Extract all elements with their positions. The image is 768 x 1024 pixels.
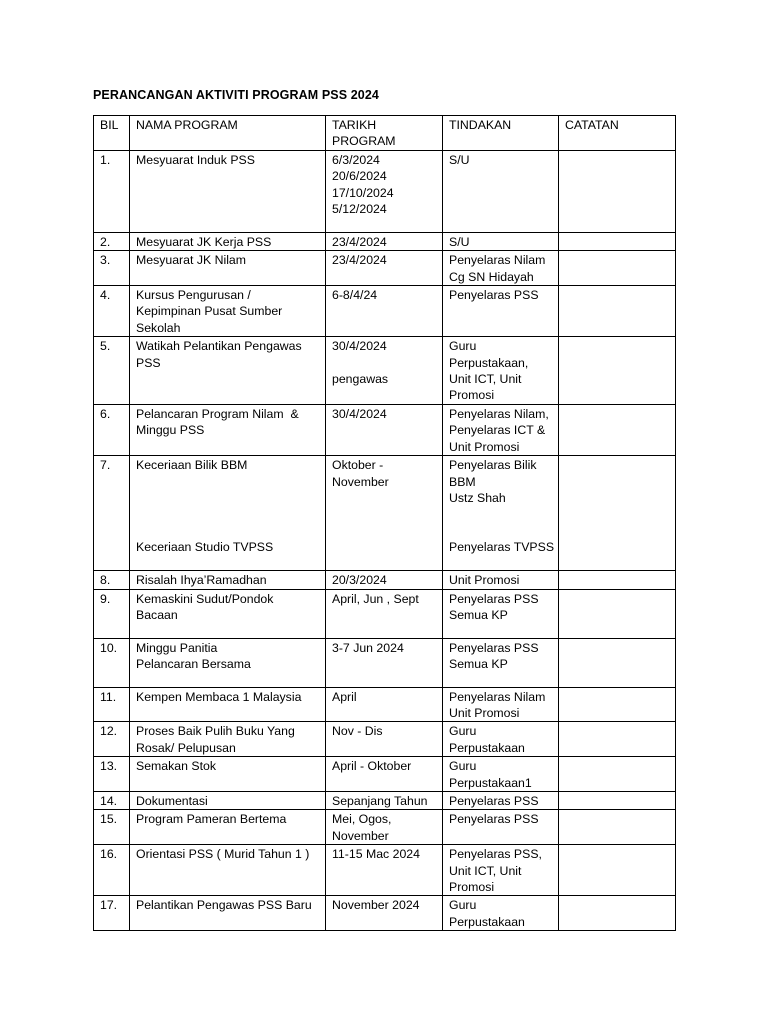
cell-tindakan-line: Penyelaras PSS bbox=[449, 591, 539, 606]
cell-bil: 2. bbox=[94, 232, 130, 250]
cell-tindakan bbox=[443, 810, 559, 845]
table-row bbox=[94, 791, 676, 809]
cell-tindakan-line: Cg SN Hidayah bbox=[449, 269, 534, 284]
cell-nama-program bbox=[130, 251, 326, 286]
table-row bbox=[94, 722, 676, 757]
table-row bbox=[94, 896, 676, 931]
cell-tindakan-line: Perpustakaan1 bbox=[449, 775, 532, 790]
cell-catatan bbox=[559, 791, 676, 809]
cell-nama-program-line: Kursus Pengurusan / bbox=[136, 288, 251, 303]
cell-nama-program-line: Semakan Stok bbox=[136, 759, 216, 774]
cell-tindakan-line: Unit ICT, Unit bbox=[449, 372, 522, 387]
cell-tarikh-line: pengawas bbox=[332, 372, 389, 387]
cell-catatan bbox=[559, 687, 676, 722]
cell-tindakan bbox=[443, 404, 559, 455]
cell-tindakan-line: Guru bbox=[449, 759, 477, 774]
cell-tindakan-line: Promosi bbox=[449, 388, 495, 403]
cell-tarikh-line: Nov - Dis bbox=[332, 724, 383, 739]
cell-nama-program-line: Proses Baik Pulih Buku Yang bbox=[136, 724, 295, 739]
cell-bil: 15. bbox=[94, 810, 130, 845]
cell-nama-program-line: Watikah Pelantikan Pengawas bbox=[136, 339, 302, 354]
cell-nama-program bbox=[130, 571, 326, 589]
cell-tarikh-line: November 2024 bbox=[332, 898, 420, 913]
cell-nama-program bbox=[130, 896, 326, 931]
cell-bil: 14. bbox=[94, 791, 130, 809]
cell-tindakan-line: Perpustakaan bbox=[449, 740, 525, 755]
cell-bil: 10. bbox=[94, 638, 130, 687]
cell-tindakan bbox=[443, 589, 559, 638]
cell-tindakan-line: Unit Promosi bbox=[449, 573, 520, 588]
cell-catatan bbox=[559, 456, 676, 571]
cell-catatan bbox=[559, 757, 676, 792]
cell-tindakan-line: Perpustakaan, bbox=[449, 355, 529, 370]
cell-tarikh-line: April - Oktober bbox=[332, 759, 412, 774]
cell-nama-program-line: Pelantikan Pengawas PSS Baru bbox=[136, 898, 312, 913]
cell-nama-program-line: Keceriaan Studio TVPSS bbox=[136, 540, 274, 555]
table-header-row bbox=[94, 116, 676, 151]
cell-bil: 8. bbox=[94, 571, 130, 589]
table-row bbox=[94, 589, 676, 638]
cell-tindakan bbox=[443, 286, 559, 337]
cell-tindakan-line: Guru bbox=[449, 339, 477, 354]
table-row bbox=[94, 232, 676, 250]
cell-nama-program bbox=[130, 810, 326, 845]
cell-bil: 17. bbox=[94, 896, 130, 931]
cell-catatan bbox=[559, 337, 676, 405]
cell-tarikh bbox=[326, 810, 443, 845]
table-row bbox=[94, 638, 676, 687]
cell-tarikh-line: Mei, Ogos, bbox=[332, 812, 392, 827]
cell-tindakan-line: Promosi bbox=[449, 879, 495, 894]
cell-tindakan-line: Penyelaras Nilam, bbox=[449, 406, 549, 421]
cell-tarikh-line: 5/12/2024 bbox=[332, 202, 387, 217]
cell-tarikh-line: 11-15 Mac 2024 bbox=[332, 847, 420, 862]
cell-tarikh bbox=[326, 571, 443, 589]
cell-nama-program-line: Mesyuarat JK Kerja PSS bbox=[136, 234, 272, 249]
cell-tindakan-line: Ustz Shah bbox=[449, 490, 506, 505]
cell-tindakan-line: Semua KP bbox=[449, 607, 508, 622]
cell-tindakan-line: Penyelaras PSS bbox=[449, 640, 539, 655]
cell-bil: 4. bbox=[94, 286, 130, 337]
cell-bil: 16. bbox=[94, 845, 130, 896]
cell-tindakan-line: Penyelaras PSS bbox=[449, 793, 539, 808]
cell-tarikh-line: 30/4/2024 bbox=[332, 339, 387, 354]
cell-nama-program-line: Pelancaran Bersama bbox=[136, 656, 251, 671]
cell-tarikh-line: 3-7 Jun 2024 bbox=[332, 640, 404, 655]
cell-nama-program-line bbox=[136, 523, 319, 539]
cell-bil: 6. bbox=[94, 404, 130, 455]
table-row bbox=[94, 337, 676, 405]
table-row bbox=[94, 845, 676, 896]
cell-nama-program bbox=[130, 232, 326, 250]
cell-nama-program-line: Minggu Panitia bbox=[136, 640, 218, 655]
cell-tarikh bbox=[326, 845, 443, 896]
cell-tarikh-line: 17/10/2024 bbox=[332, 185, 394, 200]
cell-tarikh bbox=[326, 896, 443, 931]
cell-tarikh-line: 20/6/2024 bbox=[332, 169, 387, 184]
cell-tindakan bbox=[443, 150, 559, 232]
cell-tindakan bbox=[443, 791, 559, 809]
cell-tindakan-line: Penyelaras PSS, bbox=[449, 847, 542, 862]
cell-catatan bbox=[559, 286, 676, 337]
header-tarikh bbox=[326, 116, 443, 151]
table-row bbox=[94, 251, 676, 286]
cell-tindakan-line: Penyelaras Nilam bbox=[449, 253, 546, 268]
cell-tindakan-line: Penyelaras ICT & bbox=[449, 423, 546, 438]
cell-tindakan bbox=[443, 337, 559, 405]
cell-nama-program-line: Mesyuarat JK Nilam bbox=[136, 253, 247, 268]
document-title: PERANCANGAN AKTIVITI PROGRAM PSS 2024 bbox=[93, 88, 379, 102]
cell-catatan bbox=[559, 571, 676, 589]
cell-nama-program bbox=[130, 757, 326, 792]
cell-tarikh-line: 20/3/2024 bbox=[332, 573, 387, 588]
header-bil: BIL bbox=[94, 116, 130, 151]
cell-bil: 12. bbox=[94, 722, 130, 757]
cell-tindakan-line: BBM bbox=[449, 474, 476, 489]
cell-tindakan-line: Guru bbox=[449, 724, 477, 739]
cell-tindakan-line: S/U bbox=[449, 234, 470, 249]
cell-tarikh bbox=[326, 456, 443, 571]
cell-tarikh bbox=[326, 404, 443, 455]
cell-bil: 5. bbox=[94, 337, 130, 405]
cell-tarikh-line: 23/4/2024 bbox=[332, 253, 387, 268]
cell-catatan bbox=[559, 150, 676, 232]
cell-tarikh bbox=[326, 638, 443, 687]
cell-tindakan-line: Unit Promosi bbox=[449, 439, 520, 454]
cell-nama-program-line: Pelancaran Program Nilam & bbox=[136, 406, 299, 421]
cell-tindakan-line: Unit Promosi bbox=[449, 705, 520, 720]
table-row bbox=[94, 456, 676, 571]
cell-nama-program-line: Mesyuarat Induk PSS bbox=[136, 152, 255, 167]
cell-tindakan bbox=[443, 571, 559, 589]
cell-bil: 11. bbox=[94, 687, 130, 722]
cell-tindakan-line: Perpustakaan bbox=[449, 914, 525, 929]
cell-catatan bbox=[559, 845, 676, 896]
cell-tarikh-line: Oktober - bbox=[332, 458, 384, 473]
cell-tarikh bbox=[326, 589, 443, 638]
cell-bil: 13. bbox=[94, 757, 130, 792]
table-row bbox=[94, 810, 676, 845]
cell-tindakan-line: Penyelaras TVPSS bbox=[449, 540, 555, 555]
cell-nama-program bbox=[130, 337, 326, 405]
cell-tarikh bbox=[326, 791, 443, 809]
cell-bil: 7. bbox=[94, 456, 130, 571]
cell-tarikh-line bbox=[332, 355, 436, 371]
cell-tarikh-line: 6-8/4/24 bbox=[332, 288, 378, 303]
cell-tindakan-line: Guru bbox=[449, 898, 477, 913]
cell-bil: 3. bbox=[94, 251, 130, 286]
cell-tarikh-line: Sepanjang Tahun bbox=[332, 793, 428, 808]
cell-nama-program-line bbox=[136, 490, 319, 506]
header-nama-program: NAMA PROGRAM bbox=[130, 116, 326, 151]
cell-tindakan-line: Penyelaras PSS bbox=[449, 288, 539, 303]
cell-nama-program-line: Minggu PSS bbox=[136, 423, 205, 438]
cell-catatan bbox=[559, 896, 676, 931]
cell-tarikh bbox=[326, 251, 443, 286]
header-tindakan: TINDAKAN bbox=[443, 116, 559, 151]
cell-nama-program-line: Sekolah bbox=[136, 320, 181, 335]
cell-tindakan bbox=[443, 687, 559, 722]
cell-nama-program-line: Bacaan bbox=[136, 607, 178, 622]
cell-tindakan-line: Penyelaras Nilam bbox=[449, 689, 546, 704]
cell-nama-program bbox=[130, 404, 326, 455]
cell-catatan bbox=[559, 638, 676, 687]
cell-tindakan-line: Penyelaras PSS bbox=[449, 812, 539, 827]
table-row bbox=[94, 404, 676, 455]
cell-nama-program bbox=[130, 687, 326, 722]
header-tarikh-line-1: TARIKH bbox=[332, 118, 377, 132]
cell-tindakan-line: Semua KP bbox=[449, 656, 508, 671]
cell-catatan bbox=[559, 404, 676, 455]
cell-nama-program-line: Risalah Ihya’Ramadhan bbox=[136, 573, 267, 588]
cell-nama-program-line bbox=[136, 474, 319, 490]
cell-tindakan bbox=[443, 456, 559, 571]
cell-tarikh-line: 23/4/2024 bbox=[332, 234, 387, 249]
cell-nama-program bbox=[130, 791, 326, 809]
cell-nama-program-line: Kemaskini Sudut/Pondok bbox=[136, 591, 274, 606]
cell-tarikh bbox=[326, 286, 443, 337]
cell-tindakan-line bbox=[449, 523, 552, 539]
cell-nama-program bbox=[130, 456, 326, 571]
cell-nama-program bbox=[130, 150, 326, 232]
table-row bbox=[94, 150, 676, 232]
cell-nama-program-line: Orientasi PSS ( Murid Tahun 1 ) bbox=[136, 847, 310, 862]
table-row bbox=[94, 571, 676, 589]
cell-nama-program-line: Kepimpinan Pusat Sumber bbox=[136, 304, 283, 319]
cell-nama-program bbox=[130, 722, 326, 757]
cell-catatan bbox=[559, 251, 676, 286]
cell-tindakan-line bbox=[449, 506, 552, 522]
cell-catatan bbox=[559, 810, 676, 845]
cell-tindakan bbox=[443, 251, 559, 286]
cell-catatan bbox=[559, 589, 676, 638]
cell-tindakan-line: S/U bbox=[449, 152, 470, 167]
header-catatan: CATATAN bbox=[559, 116, 676, 151]
cell-nama-program-line: Keceriaan Bilik BBM bbox=[136, 458, 248, 473]
table-row bbox=[94, 687, 676, 722]
table-row bbox=[94, 286, 676, 337]
cell-tarikh-line: 30/4/2024 bbox=[332, 406, 387, 421]
program-table bbox=[93, 115, 676, 931]
cell-tindakan bbox=[443, 232, 559, 250]
cell-nama-program-line: Program Pameran Bertema bbox=[136, 812, 287, 827]
cell-nama-program-line: Rosak/ Pelupusan bbox=[136, 740, 236, 755]
cell-nama-program bbox=[130, 589, 326, 638]
cell-tindakan bbox=[443, 845, 559, 896]
cell-catatan bbox=[559, 722, 676, 757]
cell-tindakan bbox=[443, 722, 559, 757]
cell-tarikh-line: November bbox=[332, 828, 389, 843]
cell-tarikh bbox=[326, 337, 443, 405]
header-tarikh-line-2: PROGRAM bbox=[332, 134, 396, 149]
cell-bil: 1. bbox=[94, 150, 130, 232]
cell-nama-program bbox=[130, 638, 326, 687]
cell-tarikh-line: 6/3/2024 bbox=[332, 152, 380, 167]
cell-nama-program bbox=[130, 286, 326, 337]
cell-tarikh bbox=[326, 232, 443, 250]
cell-tarikh-line: April, Jun , Sept bbox=[332, 591, 419, 606]
cell-tarikh-line: April bbox=[332, 689, 357, 704]
cell-tindakan-line: Unit ICT, Unit bbox=[449, 863, 522, 878]
cell-tindakan bbox=[443, 757, 559, 792]
cell-tarikh-line: November bbox=[332, 474, 389, 489]
cell-tarikh bbox=[326, 150, 443, 232]
cell-nama-program-line: Dokumentasi bbox=[136, 793, 208, 808]
cell-bil: 9. bbox=[94, 589, 130, 638]
cell-tarikh bbox=[326, 722, 443, 757]
table-row bbox=[94, 757, 676, 792]
cell-tindakan bbox=[443, 638, 559, 687]
cell-nama-program-line: Kempen Membaca 1 Malaysia bbox=[136, 689, 302, 704]
cell-nama-program-line bbox=[136, 506, 319, 522]
cell-catatan bbox=[559, 232, 676, 250]
cell-nama-program bbox=[130, 845, 326, 896]
cell-tarikh bbox=[326, 757, 443, 792]
cell-tindakan bbox=[443, 896, 559, 931]
cell-tarikh bbox=[326, 687, 443, 722]
cell-nama-program-line: PSS bbox=[136, 355, 161, 370]
cell-tindakan-line: Penyelaras Bilik bbox=[449, 458, 537, 473]
